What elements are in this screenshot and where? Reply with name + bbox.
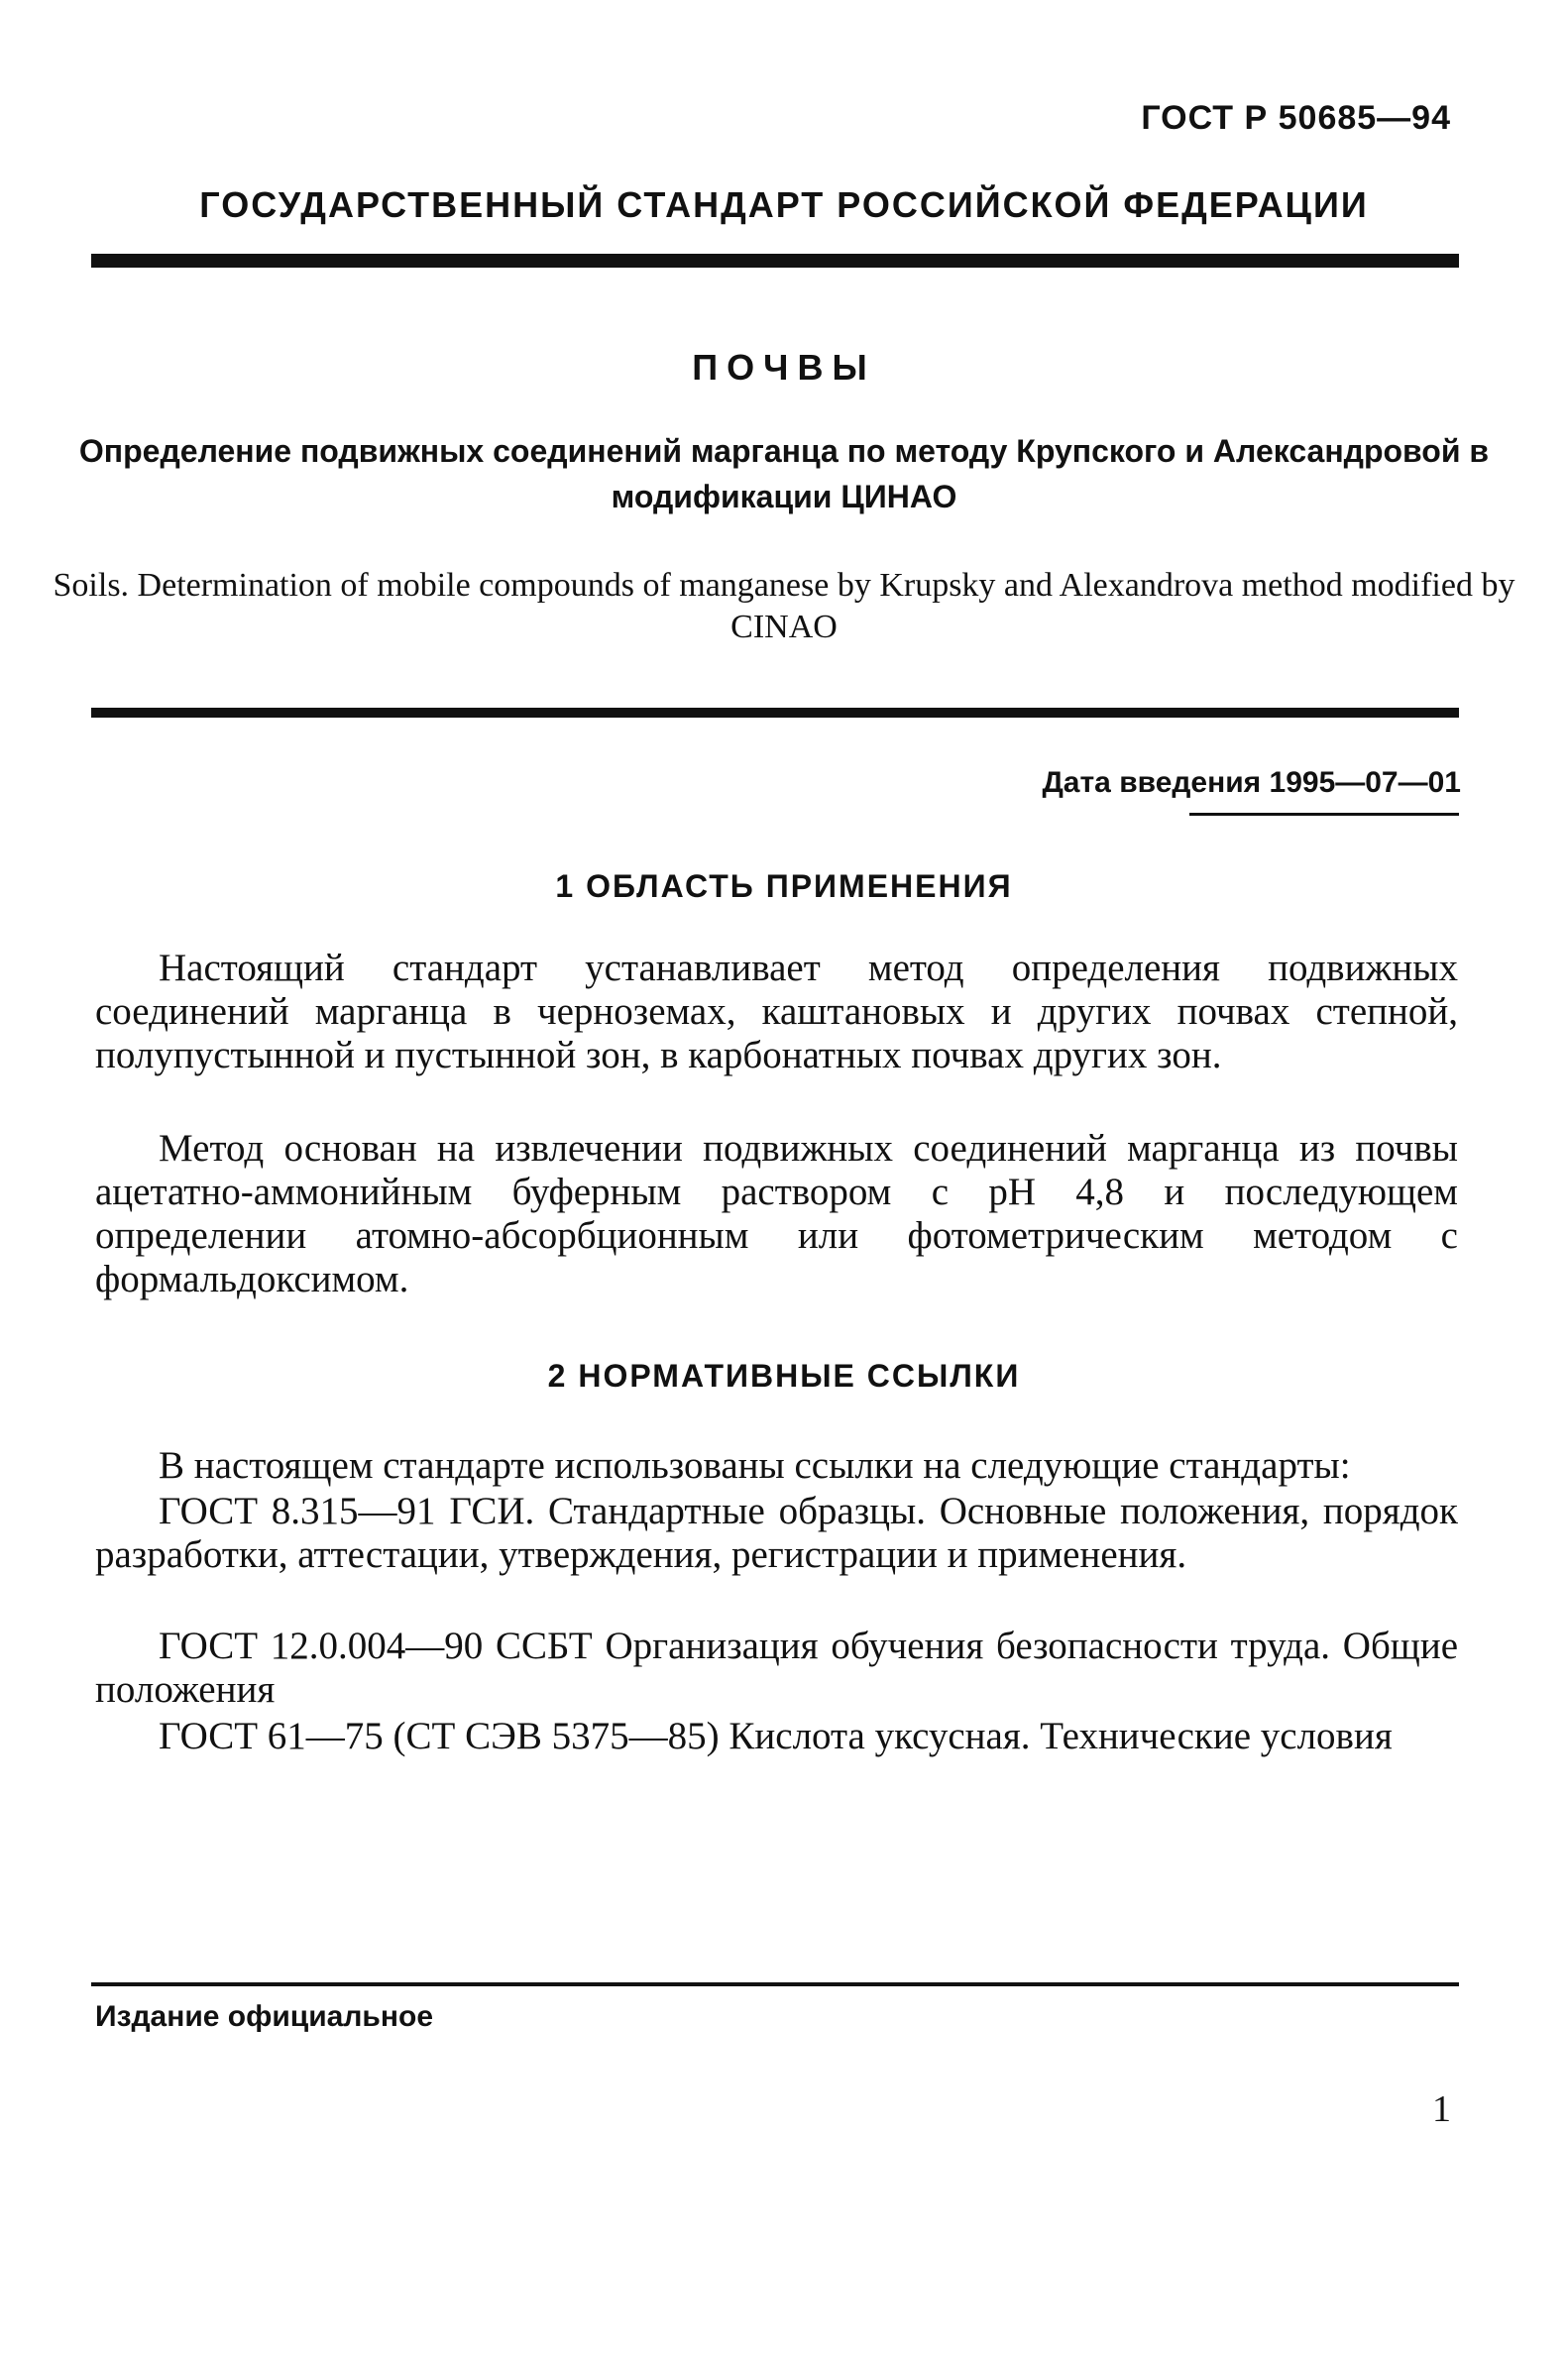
reference-item: ГОСТ 12.0.004—90 ССБТ Организация обучения безопасности труда. Общие положения	[95, 1625, 1458, 1711]
section-heading-references: 2 НОРМАТИВНЫЕ ССЫЛКИ	[547, 1358, 1021, 1394]
reference-item: ГОСТ 8.315—91 ГСИ. Стандартные образцы. Основные положения, порядок разработки, аттестации, утверждения, регистрации и применения.	[95, 1490, 1458, 1576]
date-underline	[1189, 813, 1459, 816]
reference-item: ГОСТ 61—75 (СТ СЭВ 5375—85) Кислота уксусная. Технические условия	[159, 1715, 1393, 1757]
method-paragraph: Метод основан на извлечении подвижных соединений марганца из почвы ацетатно-аммонийным буферным раствором с рН 4,8 и последующем определении атомно-абсорбционным или фотометрическим методом с формальдоксимом.	[95, 1127, 1458, 1300]
subtitle-english-text: Soils. Determination of mobile compounds of manganese by Krupsky and Alexandrova method modified by CINAO	[53, 567, 1515, 645]
subtitle-russian-text: Определение подвижных соединений марганца по методу Крупского и Александровой в модификации ЦИНАО	[78, 433, 1490, 514]
title-divider	[91, 708, 1459, 718]
introduction-date: Дата введения 1995—07—01	[1042, 766, 1461, 799]
scope-paragraph: Настоящий стандарт устанавливает метод определения подвижных соединений марганца в черноземах, каштановых и других почвах степной, полупустынной и пустынной зон, в карбонатных почвах других зон.	[95, 947, 1458, 1076]
state-standard-heading: ГОСУДАРСТВЕННЫЙ СТАНДАРТ РОССИЙСКОЙ ФЕДЕРАЦИИ	[199, 184, 1369, 225]
official-edition-label: Издание официальное	[95, 2000, 434, 2033]
document-title: ПОЧВЫ	[692, 347, 876, 388]
subtitle-english	[0, 565, 1568, 648]
references-intro: В настоящем стандарте использованы ссылки на следующие стандарты:	[159, 1444, 1351, 1487]
page-number: 1	[1432, 2088, 1451, 2130]
footer-divider	[91, 1982, 1459, 1986]
section-heading-scope: 1 ОБЛАСТЬ ПРИМЕНЕНИЯ	[555, 868, 1013, 904]
header-divider	[91, 254, 1459, 268]
subtitle-russian	[0, 428, 1568, 519]
gost-number: ГОСТ Р 50685—94	[1141, 99, 1451, 137]
